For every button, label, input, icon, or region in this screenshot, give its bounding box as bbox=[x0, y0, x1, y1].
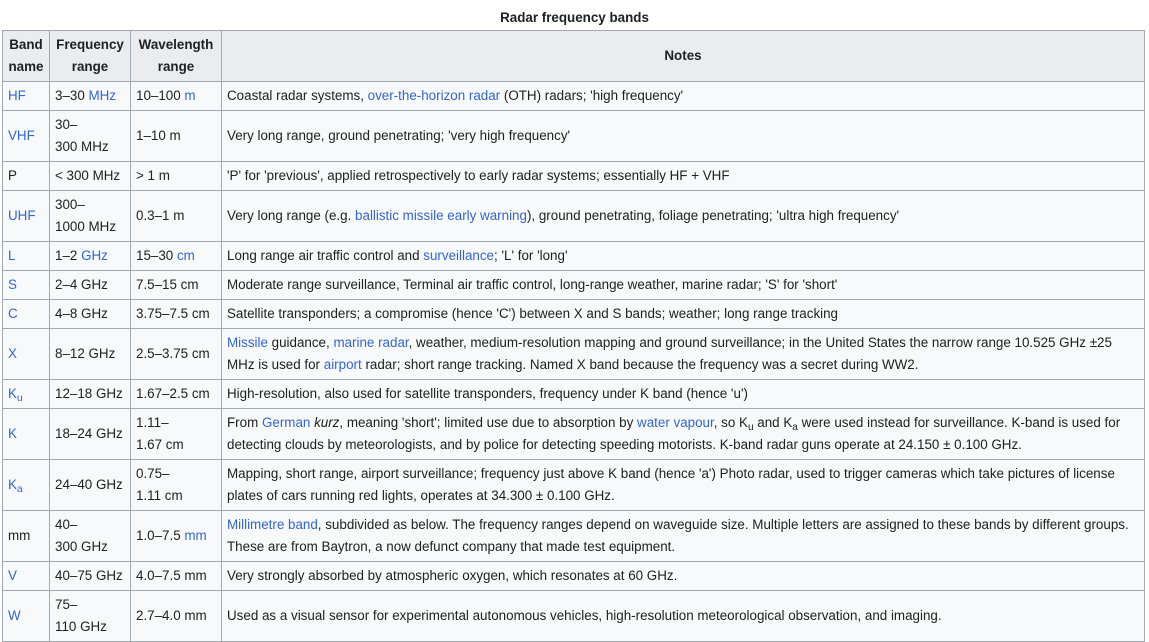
notes-cell bbox=[222, 271, 1145, 300]
band-name-link[interactable] bbox=[8, 306, 18, 321]
frequency-text: 30– bbox=[55, 117, 78, 132]
notes-cell bbox=[222, 300, 1145, 329]
band-name-cell bbox=[3, 82, 50, 111]
band-name-cell bbox=[3, 409, 50, 460]
header-row bbox=[3, 31, 1145, 82]
wavelength-link[interactable]: cm bbox=[176, 248, 195, 263]
band-letter: X bbox=[8, 346, 17, 361]
header-frequency-range bbox=[50, 31, 131, 82]
frequency-range-cell bbox=[50, 191, 131, 242]
frequency-text: 110 GHz bbox=[55, 619, 107, 634]
table-body bbox=[3, 82, 1145, 642]
wavelength-range-cell bbox=[131, 329, 222, 380]
notes-link[interactable]: marine radar bbox=[333, 335, 409, 350]
wavelength-range-cell bbox=[131, 300, 222, 329]
frequency-range-cell bbox=[50, 162, 131, 191]
table-row bbox=[3, 460, 1145, 511]
notes-text: ; 'L' for 'long' bbox=[494, 248, 568, 263]
notes-text: , so K bbox=[713, 415, 748, 430]
band-name-link[interactable] bbox=[8, 477, 23, 495]
notes-text: Satellite transponders; a compromise (hence 'C') between X and S bands; weather; long range tracking bbox=[227, 306, 839, 321]
frequency-link[interactable]: MHz bbox=[88, 88, 117, 103]
frequency-text: 1–2 bbox=[55, 248, 82, 263]
frequency-range-cell bbox=[50, 242, 131, 271]
wavelength-text: 7.5–15 cm bbox=[136, 277, 199, 292]
notes-cell bbox=[222, 242, 1145, 271]
frequency-text: < 300 MHz bbox=[55, 168, 121, 183]
wavelength-range-cell bbox=[131, 162, 222, 191]
wavelength-text: 15–30 bbox=[136, 248, 177, 263]
table-caption: Radar frequency bands bbox=[500, 10, 649, 25]
notes-link[interactable]: airport bbox=[323, 357, 362, 372]
band-letter: mm bbox=[8, 528, 31, 543]
wavelength-text: 1.11– bbox=[136, 415, 169, 430]
notes-text: guidance, bbox=[267, 335, 334, 350]
notes-link[interactable]: ballistic missile early warning bbox=[355, 208, 527, 223]
band-subscript: a bbox=[16, 484, 23, 495]
frequency-text: 40–75 GHz bbox=[55, 568, 123, 583]
frequency-link[interactable]: GHz bbox=[81, 248, 108, 263]
wavelength-link[interactable]: mm bbox=[184, 528, 207, 543]
frequency-range-cell bbox=[50, 562, 131, 591]
frequency-text: 1000 MHz bbox=[55, 219, 117, 234]
frequency-text: 300 MHz bbox=[55, 139, 109, 154]
header-band-line1: Band bbox=[9, 37, 43, 52]
wavelength-text: 4.0–7.5 mm bbox=[136, 568, 207, 583]
header-wavelength-range bbox=[131, 31, 222, 82]
band-name-cell bbox=[3, 271, 50, 300]
band-letter: K bbox=[8, 477, 17, 492]
table-row bbox=[3, 82, 1145, 111]
table-row bbox=[3, 242, 1145, 271]
notes-subscript: a bbox=[792, 422, 798, 433]
frequency-range-cell bbox=[50, 409, 131, 460]
header-wavelength-line2: range bbox=[157, 59, 195, 74]
radar-bands-table bbox=[2, 30, 1145, 642]
band-letter: W bbox=[8, 608, 21, 623]
band-name-link[interactable] bbox=[8, 128, 35, 143]
wavelength-range-cell bbox=[131, 562, 222, 591]
frequency-text: 18–24 GHz bbox=[55, 426, 123, 441]
notes-text: Very strongly absorbed by atmospheric oxygen, which resonates at 60 GHz. bbox=[227, 568, 678, 583]
band-name-cell bbox=[3, 162, 50, 191]
notes-text: 'P' for 'previous', applied retrospectively to early radar systems; essentially HF + VHF bbox=[227, 168, 730, 183]
notes-text: High-resolution, also used for satellite transponders, frequency under K band (hence 'u') bbox=[227, 386, 748, 401]
band-name-link[interactable] bbox=[8, 277, 17, 292]
table-row bbox=[3, 162, 1145, 191]
notes-text: Mapping, short range, airport surveillance; frequency just above K band (hence 'a') Photo radar, used to trigger cameras which take pictures of license plates of cars running red lights, operates at 34.300 ± 0.100 GHz. bbox=[227, 466, 1115, 503]
frequency-text: 75– bbox=[55, 597, 78, 612]
wavelength-link[interactable]: m bbox=[184, 88, 196, 103]
notes-cell bbox=[222, 191, 1145, 242]
notes-subscript: u bbox=[747, 422, 754, 433]
notes-cell bbox=[222, 511, 1145, 562]
wavelength-text: 1.11 cm bbox=[136, 488, 183, 503]
band-name-link[interactable] bbox=[8, 208, 36, 223]
notes-link[interactable]: German bbox=[261, 415, 311, 430]
notes-text: Very long range (e.g. bbox=[227, 208, 356, 223]
band-letter: VHF bbox=[8, 128, 35, 143]
header-frequency-line2: range bbox=[71, 59, 109, 74]
wavelength-range-cell bbox=[131, 460, 222, 511]
header-frequency-line1: Frequency bbox=[56, 37, 124, 52]
table-row bbox=[3, 562, 1145, 591]
wavelength-range-cell bbox=[131, 511, 222, 562]
table-row bbox=[3, 380, 1145, 409]
wavelength-text: 1.0–7.5 bbox=[136, 528, 185, 543]
wavelength-range-cell bbox=[131, 111, 222, 162]
notes-text: Very long range, ground penetrating; 'very high frequency' bbox=[227, 128, 571, 143]
band-name-link[interactable] bbox=[8, 608, 21, 623]
wavelength-range-cell bbox=[131, 271, 222, 300]
band-name-text bbox=[8, 168, 17, 183]
frequency-text: 2–4 GHz bbox=[55, 277, 108, 292]
band-letter: L bbox=[8, 248, 16, 263]
band-name-link[interactable] bbox=[8, 568, 17, 583]
frequency-text: 3–30 bbox=[55, 88, 89, 103]
notes-link[interactable]: over-the-horizon radar bbox=[367, 88, 501, 103]
header-notes: Notes bbox=[222, 31, 1145, 82]
wavelength-text: 1.67–2.5 cm bbox=[136, 386, 210, 401]
frequency-text: 24–40 GHz bbox=[55, 477, 123, 492]
table-row bbox=[3, 271, 1145, 300]
band-name-cell bbox=[3, 242, 50, 271]
notes-link[interactable]: surveillance bbox=[423, 248, 494, 263]
wavelength-range-cell bbox=[131, 409, 222, 460]
frequency-range-cell bbox=[50, 300, 131, 329]
table-row bbox=[3, 191, 1145, 242]
notes-cell bbox=[222, 111, 1145, 162]
notes-cell bbox=[222, 329, 1145, 380]
band-letter: C bbox=[8, 306, 18, 321]
notes-link[interactable]: Millimetre band bbox=[227, 517, 318, 532]
wavelength-text: 10–100 bbox=[136, 88, 185, 103]
band-name-cell bbox=[3, 191, 50, 242]
wavelength-range-cell bbox=[131, 591, 222, 642]
table-row bbox=[3, 329, 1145, 380]
band-name-link[interactable] bbox=[8, 386, 23, 404]
frequency-range-cell bbox=[50, 591, 131, 642]
notes-cell bbox=[222, 460, 1145, 511]
header-band-name bbox=[3, 31, 50, 82]
table-row bbox=[3, 591, 1145, 642]
frequency-range-cell bbox=[50, 460, 131, 511]
band-name-cell bbox=[3, 511, 50, 562]
notes-link[interactable]: water vapour bbox=[637, 415, 714, 430]
frequency-range-cell bbox=[50, 329, 131, 380]
table-row bbox=[3, 511, 1145, 562]
frequency-text: 4–8 GHz bbox=[55, 306, 108, 321]
band-name-link[interactable] bbox=[8, 426, 17, 441]
frequency-text: 300– bbox=[55, 197, 85, 212]
band-letter: K bbox=[8, 386, 17, 401]
notes-cell bbox=[222, 409, 1145, 460]
band-letter: S bbox=[8, 277, 17, 292]
band-letter: HF bbox=[8, 88, 26, 103]
notes-text: radar; short range tracking. Named X band because the frequency was a secret during WW2. bbox=[361, 357, 919, 372]
band-name-cell bbox=[3, 329, 50, 380]
frequency-text: 40– bbox=[55, 517, 78, 532]
band-letter: K bbox=[8, 426, 17, 441]
frequency-text: 12–18 GHz bbox=[55, 386, 123, 401]
notes-text: Used as a visual sensor for experimental autonomous vehicles, high-resolution meteorological observation, and imaging. bbox=[227, 608, 942, 623]
notes-text: Long range air traffic control and bbox=[227, 248, 424, 263]
notes-cell bbox=[222, 562, 1145, 591]
band-name-link[interactable] bbox=[8, 346, 17, 361]
table-row bbox=[3, 409, 1145, 460]
notes-cell bbox=[222, 82, 1145, 111]
wavelength-range-cell bbox=[131, 242, 222, 271]
notes-text: , subdivided as below. The frequency ranges depend on waveguide size. Multiple letters are assigned to these bands by different groups. These are from Baytron, a now defunct company that made test equipment. bbox=[227, 517, 1129, 554]
band-letter: V bbox=[8, 568, 17, 583]
frequency-range-cell bbox=[50, 511, 131, 562]
band-name-cell bbox=[3, 562, 50, 591]
notes-link[interactable]: Missile bbox=[227, 335, 268, 350]
band-subscript: u bbox=[16, 393, 23, 404]
wavelength-text: 2.7–4.0 mm bbox=[136, 608, 207, 623]
notes-cell bbox=[222, 162, 1145, 191]
wavelength-text: > 1 m bbox=[136, 168, 170, 183]
band-name-text bbox=[8, 528, 30, 543]
notes-cell bbox=[222, 380, 1145, 409]
frequency-range-cell bbox=[50, 82, 131, 111]
notes-text: , weather, medium-resolution mapping and ground surveillance; in the United States the narrow range 10.525 GHz ±25 MHz is used for bbox=[227, 335, 1112, 372]
notes-text: ), ground penetrating, foliage penetrating; 'ultra high frequency' bbox=[526, 208, 900, 223]
notes-text: Moderate range surveillance, Terminal air traffic control, long-range weather, marine radar; 'S' for 'short' bbox=[227, 277, 838, 292]
frequency-range-cell bbox=[50, 380, 131, 409]
frequency-text: 300 GHz bbox=[55, 539, 108, 554]
notes-text: were used instead for surveillance. K-band is used for detecting clouds by meteorologists, and by police for detecting speeding motorists. K-band radar guns operate at 24.150 ± 0.100 GHz. bbox=[227, 415, 1121, 452]
wavelength-range-cell bbox=[131, 82, 222, 111]
band-name-cell bbox=[3, 460, 50, 511]
band-letter: UHF bbox=[8, 208, 36, 223]
band-name-cell bbox=[3, 380, 50, 409]
notes-italic-text: kurz bbox=[314, 415, 340, 430]
header-wavelength-line1: Wavelength bbox=[138, 37, 214, 52]
wavelength-text: 1–10 m bbox=[136, 128, 181, 143]
wavelength-text: 2.5–3.75 cm bbox=[136, 346, 210, 361]
notes-text: (OTH) radars; 'high frequency' bbox=[500, 88, 684, 103]
notes-cell bbox=[222, 591, 1145, 642]
frequency-range-cell bbox=[50, 111, 131, 162]
band-letter: P bbox=[8, 168, 17, 183]
wavelength-text: 1.67 cm bbox=[136, 437, 184, 452]
notes-text: , meaning 'short'; limited use due to absorption by bbox=[339, 415, 638, 430]
band-name-cell bbox=[3, 300, 50, 329]
table-row bbox=[3, 300, 1145, 329]
wavelength-range-cell bbox=[131, 191, 222, 242]
band-name-link[interactable] bbox=[8, 248, 15, 263]
wavelength-text: 0.75– bbox=[136, 466, 170, 481]
wavelength-text: 3.75–7.5 cm bbox=[136, 306, 210, 321]
band-name-cell bbox=[3, 111, 50, 162]
wavelength-range-cell bbox=[131, 380, 222, 409]
wavelength-text: 0.3–1 m bbox=[136, 208, 185, 223]
header-band-line2: name bbox=[8, 59, 44, 74]
frequency-text: 8–12 GHz bbox=[55, 346, 116, 361]
table-row bbox=[3, 111, 1145, 162]
band-name-cell bbox=[3, 591, 50, 642]
band-name-link[interactable] bbox=[8, 88, 26, 103]
frequency-range-cell bbox=[50, 271, 131, 300]
notes-text: and K bbox=[753, 415, 793, 430]
notes-text: From bbox=[227, 415, 262, 430]
notes-text: Coastal radar systems, bbox=[227, 88, 368, 103]
